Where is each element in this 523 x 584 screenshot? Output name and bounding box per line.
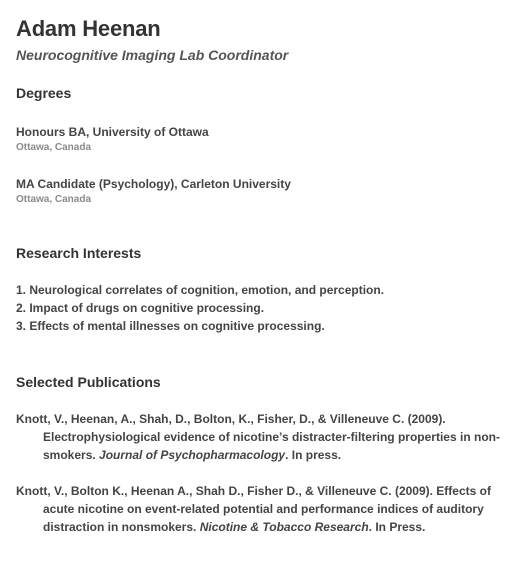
publication-item — [16, 482, 508, 536]
publications-heading: Selected Publications — [16, 374, 161, 390]
degree-item — [16, 124, 508, 156]
degree-location: Ottawa, Canada — [16, 142, 92, 153]
publication-status: . In press. — [285, 448, 342, 462]
research-interests-heading: Research Interests — [16, 245, 142, 261]
degree-name: Honours BA, University of Ottawa — [16, 125, 209, 139]
research-interest-item: 3. Effects of mental illnesses on cognitive processing. — [16, 319, 325, 333]
profile-page — [16, 14, 508, 536]
research-interests-list — [16, 281, 508, 335]
publication-journal: Journal of Psychopharmacology — [99, 448, 286, 462]
degree-name: MA Candidate (Psychology), Carleton University — [16, 177, 291, 191]
degree-location: Ottawa, Canada — [16, 194, 92, 205]
profile-name: Adam Heenan — [16, 16, 161, 41]
profile-title: Neurocognitive Imaging Lab Coordinator — [16, 47, 289, 63]
publication-item — [16, 410, 508, 464]
publication-journal: Nicotine & Tobacco Research — [199, 520, 369, 534]
degrees-heading: Degrees — [16, 85, 72, 101]
publication-citation: Knott, V., Heenan, A., Shah, D., Bolton, K., Fisher, D., & Villeneuve C. (2009). Electrophysiological evidence of nicotine’s distracter-filtering properties in non-smokers. — [16, 412, 500, 462]
publication-citation: Knott, V., Bolton K., Heenan A., Shah D., Fisher D., & Villeneuve C. (2009). Effects of acute nicotine on event-related potential and performance indices of auditory distraction in nonsmokers. — [16, 484, 491, 534]
research-interest-item: 2. Impact of drugs on cognitive processing. — [16, 301, 265, 315]
research-interest-item: 1. Neurological correlates of cognition, emotion, and perception. — [16, 283, 385, 297]
publication-status: . In Press. — [368, 520, 426, 534]
degree-item — [16, 176, 508, 208]
